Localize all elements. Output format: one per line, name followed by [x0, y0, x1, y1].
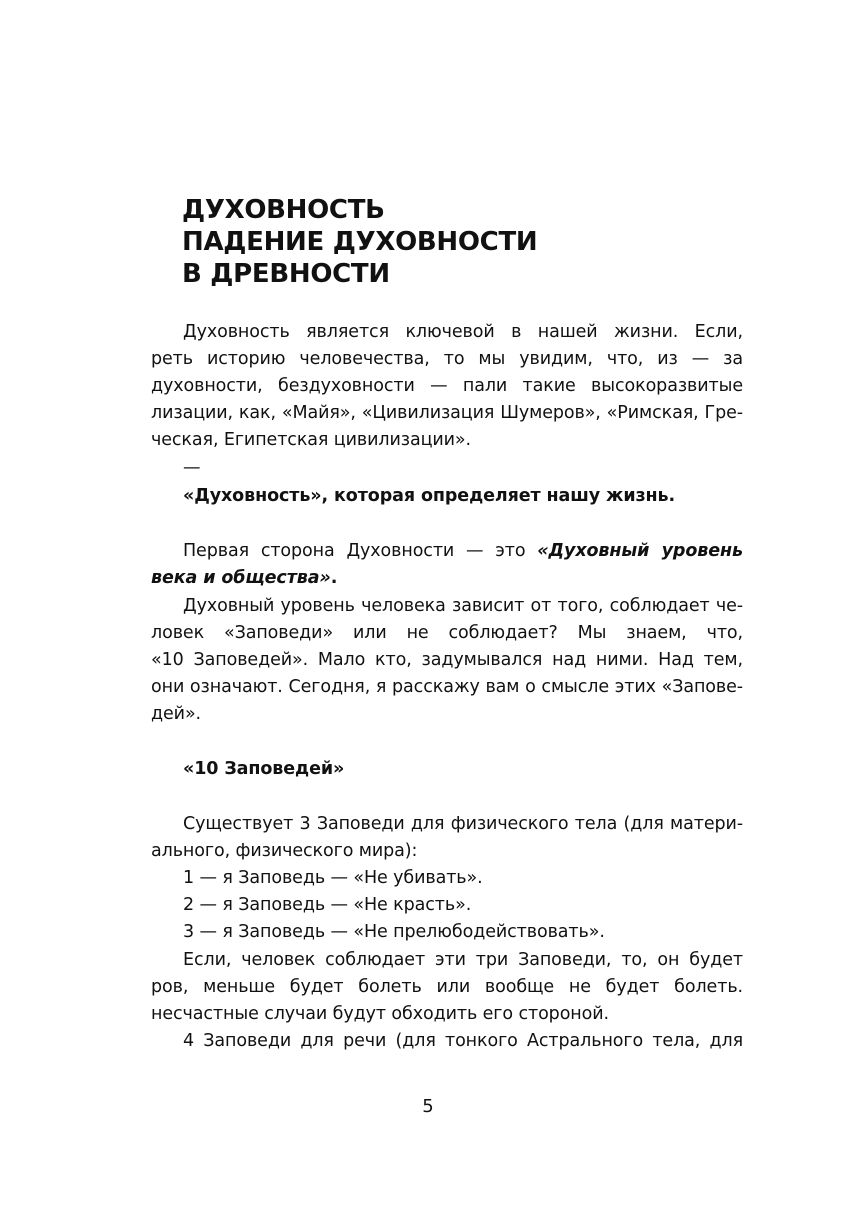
- paragraph-2-plain-text: Первая сторона Духовности — это: [183, 541, 538, 561]
- paragraph-1-line-3: духовности, бездуховности — пали такие высокоразвитые: [151, 376, 743, 396]
- paragraph-2-line-1: [183, 538, 743, 564]
- stray-dash: —: [183, 458, 201, 478]
- paragraph-5-line-1: Если, человек соблюдает эти три Заповеди, то, он будет: [183, 950, 743, 970]
- paragraph-2-line-2: [151, 565, 743, 591]
- chapter-title: [182, 194, 537, 290]
- chapter-title-line-2: ПАДЕНИЕ ДУХОВНОСТИ: [182, 227, 538, 257]
- paragraph-3-line-2: ловек «Заповеди» или не соблюдает? Мы знаем, что,: [151, 623, 743, 643]
- paragraph-1-line-1: Духовность является ключевой в нашей жизни. Если,: [183, 322, 743, 342]
- page-number: 5: [422, 1096, 434, 1117]
- commandment-item-2: 2 — я Заповедь — «Не красть».: [183, 895, 472, 915]
- paragraph-2-period: .: [330, 568, 338, 588]
- paragraph-1-line-5: ческая, Египетская цивилизации».: [151, 430, 471, 450]
- paragraph-1-line-2: реть историю человечества, то мы увидим, что, из — за: [151, 349, 743, 369]
- commandment-item-3: 3 — я Заповедь — «Не прелюбодействовать».: [183, 922, 605, 942]
- paragraph-3-line-5: дей».: [151, 704, 202, 724]
- paragraph-5-line-3: несчастные случаи будут обходить его стороной.: [151, 1004, 609, 1024]
- paragraph-4-line-2: ального, физического мира):: [151, 841, 418, 861]
- paragraph-2-emphasis: «Духовный уровень: [537, 541, 743, 561]
- section-heading-commandments: «10 Заповедей»: [183, 759, 345, 779]
- paragraph-6-line-1: 4 Заповеди для речи (для тонкого Астрального тела, для: [183, 1031, 743, 1051]
- section-heading-spirituality: «Духовность», которая определяет нашу жизнь.: [183, 486, 676, 506]
- chapter-title-line-3: В ДРЕВНОСТИ: [182, 259, 390, 289]
- paragraph-5-line-2: ров, меньше будет болеть или вообще не будет болеть.: [151, 977, 743, 997]
- paragraph-2-emphasis-cont: века и общества»: [151, 568, 331, 588]
- paragraph-3-line-1: Духовный уровень человека зависит от того, соблюдает че-: [183, 596, 743, 616]
- paragraph-4-line-1: Существует 3 Заповеди для физического тела (для матери-: [183, 814, 743, 834]
- paragraph-3-line-4: они означают. Сегодня, я расскажу вам о смысле этих «Запове-: [151, 677, 743, 697]
- paragraph-1-line-4: лизации, как, «Майя», «Цивилизация Шумеров», «Римская, Гре-: [151, 403, 743, 423]
- chapter-title-line-1: ДУХОВНОСТЬ: [182, 195, 385, 225]
- paragraph-3-line-3: «10 Заповедей». Мало кто, задумывался над ними. Над тем,: [151, 650, 743, 670]
- commandment-item-1: 1 — я Заповедь — «Не убивать».: [183, 868, 483, 888]
